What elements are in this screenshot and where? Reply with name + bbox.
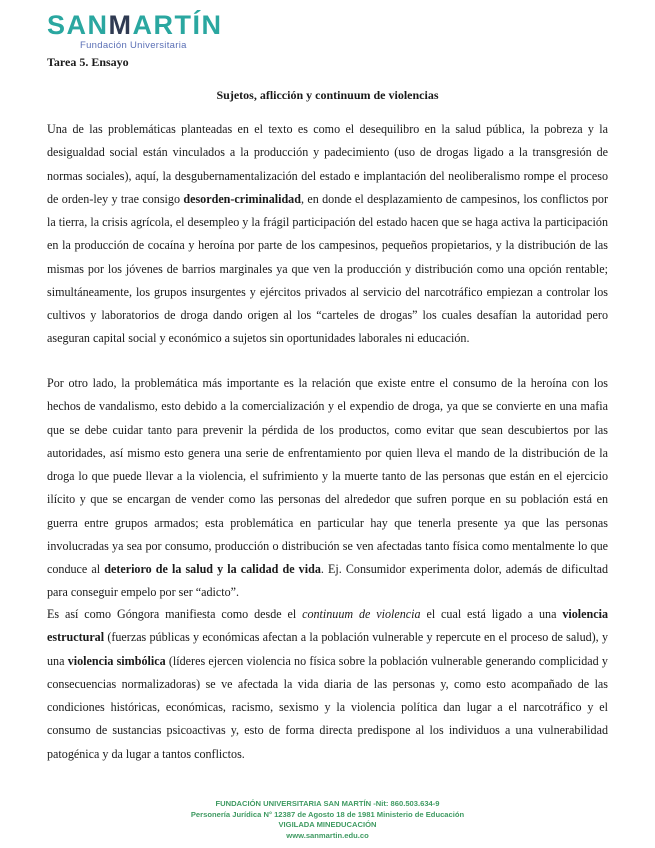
footer-legal: Personería Jurídica N° 12387 de Agosto 18 de 1981 Ministerio de Educación	[190, 809, 465, 819]
paragraph-2	[47, 372, 608, 605]
paragraph-2-text-a: Por otro lado, la problemática más importante es la relación que existe entre el consumo de la heroína con los hechos de vandalismo, esto debido a la comercialización y el expendio de droga, ya que se convierte en una mafia que se debe cuidar tanto para prevenir la pérdida de los productos, como evitar que sean descubiertos por las autoridades, así mismo esto genera una serie de enfrentamiento por quien lleva el mando de la distribución de la droga lo que puede llevar a la violencia, el sufrimiento y la muerte tanto de las personas que están en el ejercicio ilícito y que se encargan de vender como las personas del alrededor que sufren porque en su población está en guerra entre grupos armados; esta problemática en particular hay que tenerla presente ya que las personas involucradas ya sea por consumo, producción o distribución se ven afectadas tanto física como mentalmente lo que conduce al	[47, 376, 608, 576]
page-footer	[0, 799, 655, 841]
essay-title: Sujetos, aflicción y continuum de violencias	[216, 88, 439, 102]
paragraph-3	[47, 603, 608, 766]
paragraph-1-text-a: Una de las problemáticas planteadas en el texto es como el desequilibro en la salud pública, la pobreza y la desigualdad social están vinculados a la producción y padecimiento (uso de drogas ligado a la transgresión de normas sociales), aquí, la desgubernamentalización del estado e implantación del neoliberalismo rompe el proceso de orden-ley y trae consigo	[47, 122, 608, 206]
paragraph-3-italic-a: continuum de violencia	[302, 607, 421, 621]
logo-text-left: SAN	[47, 10, 109, 40]
logo-mark: M	[108, 10, 133, 40]
footer-vigilada: VIGILADA MINEDUCACIÓN	[278, 820, 377, 830]
paragraph-3-bold-a: violencia estructural	[47, 607, 609, 645]
paragraph-1-text-b: , en donde el desplazamiento de campesinos, los conflictos por la tierra, la crisis agrícola, el desempleo y la frágil participación del estado hacen que se haga activa la participación en la producción de cocaína y heroína por parte de los campesinos, pequeños propietarios, y la distribución de las mismas por los jóvenes de barrios marginales ya que ven la producción y distribución como una opción rentable; simultáneamente, los grupos insurgentes y ejércitos privados al servicio del narcotráfico empiezan a controlar los cultivos y laboratorios de droga dando origen al los “carteles de drogas” los cuales desafían la autoridad pero aseguran capital social y económico a sujetos sin oportunidades laborales ni educación.	[47, 191, 608, 346]
logo-subtitle: Fundación Universitaria	[80, 40, 187, 51]
paragraph-1-bold-a: desorden-criminalidad	[183, 191, 301, 206]
paragraph-3-text-a: Es así como Góngora manifiesta como desde el	[47, 607, 303, 621]
logo-wordmark	[47, 10, 223, 40]
paragraph-1	[47, 118, 608, 351]
paragraph-3-text-b: el cual está ligado a una	[420, 607, 563, 621]
footer-institution: FUNDACIÓN UNIVERSITARIA SAN MARTÍN -Nit: 860.503.634-9	[215, 799, 440, 808]
logo-text-right: ARTÍN	[132, 10, 223, 40]
footer-website: www.sanmartin.edu.co	[286, 830, 369, 840]
task-label: Tarea 5. Ensayo	[47, 55, 129, 69]
paragraph-2-bold-a: deterioro de la salud y la calidad de vida	[104, 562, 321, 576]
paragraph-2-text-b: . Ej. Consumidor experimenta dolor, además de dificultad para conseguir empelo por ser “adicto”.	[47, 562, 608, 600]
paragraph-3-bold-b: violencia simbólica	[67, 653, 166, 668]
paragraph-3-text-c: (fuerzas públicas y económicas afectan a la población vulnerable y repercute en el proceso de salud), y una	[47, 630, 608, 668]
paragraph-3-text-d: (líderes ejercen violencia no física sobre la población vulnerable generando complicidad y consecuencias normalizadoras) se ve afectada la vida diaria de las personas y, como esto acompañado de las condiciones históricas, económicas, racismo, sexismo y la violencia política dan lugar a el narcotráfico y el consumo de sustancias psicoactivas y, esto de forma directa predispone al los individuos a una vulnerabilidad patogénica y da lugar a tantos conflictos.	[47, 653, 608, 761]
university-logo	[47, 10, 247, 52]
